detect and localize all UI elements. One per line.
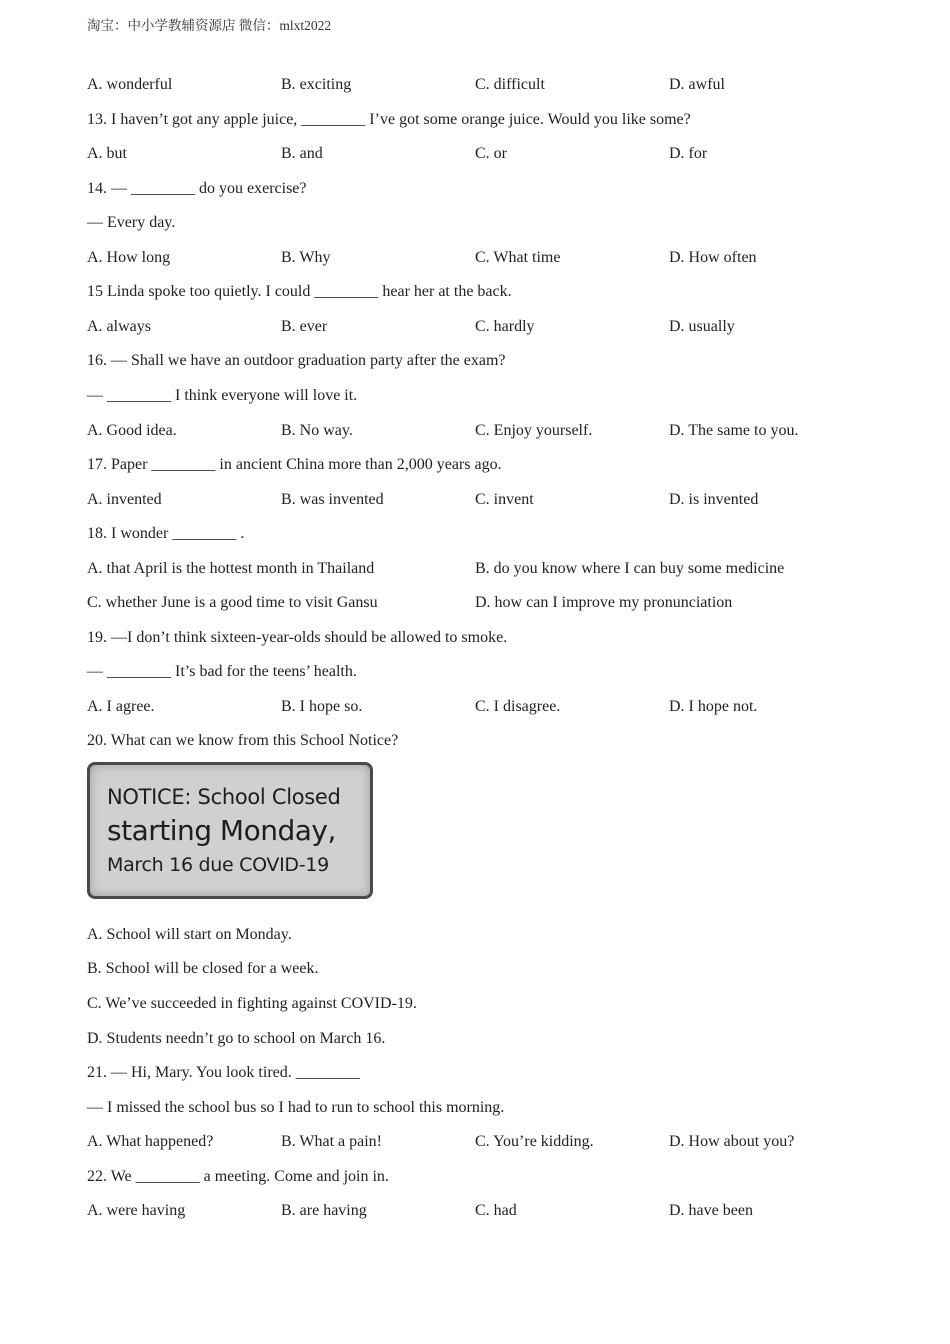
q22-stem: 22. We ________ a meeting. Come and join in. [87, 1168, 389, 1185]
q13-option-a: A. but [87, 145, 127, 162]
q13-option-d: D. for [669, 145, 708, 162]
q16-option-b: B. No way. [281, 422, 353, 439]
q15-option-c: C. hardly [475, 318, 535, 335]
q13-option-b: B. and [281, 145, 323, 162]
q21-reply: — I missed the school bus so I had to run to school this morning. [87, 1099, 505, 1116]
q19-option-c: C. I disagree. [475, 698, 561, 715]
q20-stem: 20. What can we know from this School Notice? [87, 732, 399, 749]
q14-option-d: D. How often [669, 249, 757, 266]
q15-option-d: D. usually [669, 318, 735, 335]
q20-option-c: C. We’ve succeeded in fighting against COVID-19. [87, 995, 417, 1012]
q12-option-a: A. wonderful [87, 76, 173, 93]
q17-option-c: C. invent [475, 491, 534, 508]
q14-reply: — Every day. [87, 214, 176, 231]
q21-option-b: B. What a pain! [281, 1133, 383, 1150]
q18-option-a: A. that April is the hottest month in Thailand [87, 560, 375, 577]
q16-stem: 16. — Shall we have an outdoor graduation party after the exam? [87, 352, 506, 369]
q19-reply: — ________ It’s bad for the teens’ health. [87, 663, 357, 680]
q22-option-c: C. had [475, 1202, 517, 1219]
q22-option-a: A. were having [87, 1202, 186, 1219]
q20-option-b: B. School will be closed for a week. [87, 960, 319, 977]
q13-stem: 13. I haven’t got any apple juice, ________ I’ve got some orange juice. Would you like some? [87, 111, 691, 128]
q14-option-b: B. Why [281, 249, 331, 266]
q16-option-c: C. Enjoy yourself. [475, 422, 593, 439]
q14-option-c: C. What time [475, 249, 561, 266]
q22-option-d: D. have been [669, 1202, 753, 1219]
q20-option-a: A. School will start on Monday. [87, 926, 292, 943]
q12-option-d: D. awful [669, 76, 725, 93]
q12-option-b: B. exciting [281, 76, 352, 93]
q15-option-b: B. ever [281, 318, 328, 335]
q17-option-b: B. was invented [281, 491, 384, 508]
q17-stem: 17. Paper ________ in ancient China more than 2,000 years ago. [87, 456, 502, 473]
notice-line-1: NOTICE: School Closed [107, 785, 341, 809]
q16-option-a: A. Good idea. [87, 422, 177, 439]
q20-option-d: D. Students needn’t go to school on March 16. [87, 1030, 386, 1047]
q14-stem: 14. — ________ do you exercise? [87, 180, 307, 197]
school-notice-image [87, 762, 373, 899]
q13-option-c: C. or [475, 145, 507, 162]
q12-option-c: C. difficult [475, 76, 545, 93]
q16-option-d: D. The same to you. [669, 422, 799, 439]
q22-option-b: B. are having [281, 1202, 367, 1219]
q17-option-a: A. invented [87, 491, 162, 508]
q18-option-b: B. do you know where I can buy some medicine [475, 560, 785, 577]
q21-option-c: C. You’re kidding. [475, 1133, 594, 1150]
q21-stem: 21. — Hi, Mary. You look tired. ________ [87, 1064, 360, 1081]
q18-stem: 18. I wonder ________ . [87, 525, 245, 542]
q19-option-b: B. I hope so. [281, 698, 363, 715]
notice-line-3: March 16 due COVID-19 [107, 854, 329, 876]
q15-option-a: A. always [87, 318, 151, 335]
q19-stem: 19. —I don’t think sixteen-year-olds should be allowed to smoke. [87, 629, 508, 646]
q16-reply: — ________ I think everyone will love it. [87, 387, 358, 404]
q17-option-d: D. is invented [669, 491, 759, 508]
q21-option-d: D. How about you? [669, 1133, 795, 1150]
q18-option-d: D. how can I improve my pronunciation [475, 594, 733, 611]
q19-option-d: D. I hope not. [669, 698, 758, 715]
q19-option-a: A. I agree. [87, 698, 155, 715]
q15-stem: 15 Linda spoke too quietly. I could ________ hear her at the back. [87, 283, 512, 300]
notice-line-2: starting Monday, [107, 814, 336, 847]
q18-option-c: C. whether June is a good time to visit Gansu [87, 594, 378, 611]
q14-option-a: A. How long [87, 249, 171, 266]
q21-option-a: A. What happened? [87, 1133, 214, 1150]
page-header: 淘宝：中小学教辅资源店 微信：mlxt2022 [87, 18, 332, 33]
